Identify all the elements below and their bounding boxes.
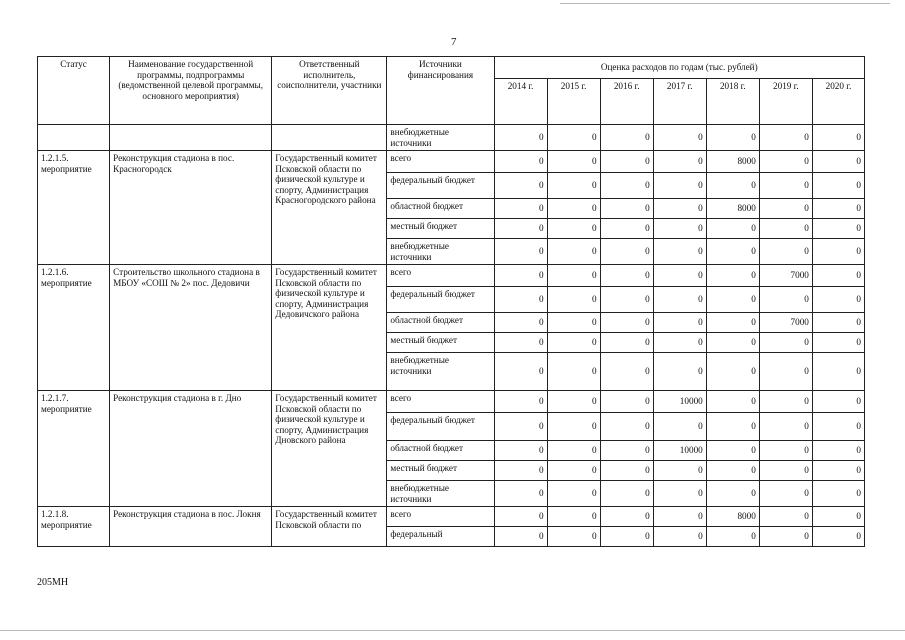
value-cell: 0 <box>600 313 653 333</box>
value-cell: 0 <box>706 173 759 199</box>
value-cell: 0 <box>706 219 759 239</box>
footer-code: 205МН <box>37 577 69 588</box>
value-cell: 0 <box>494 219 547 239</box>
value-cell: 0 <box>547 219 600 239</box>
value-cell: 0 <box>600 461 653 481</box>
value-cell: 7000 <box>759 313 812 333</box>
groups-body <box>38 151 865 547</box>
value-cell: 0 <box>759 239 812 265</box>
value-cell: 0 <box>706 287 759 313</box>
value-cell: 0 <box>706 481 759 507</box>
value-cell: 0 <box>494 527 547 547</box>
header-year: 2020 г. <box>812 79 864 125</box>
source-cell: внебюджетные источники <box>387 125 494 151</box>
executor-cell: Государственный комитет Псковской области по <box>272 507 387 547</box>
value-cell: 0 <box>812 219 864 239</box>
value-cell: 0 <box>547 287 600 313</box>
source-cell: всего <box>387 151 494 173</box>
value-cell: 0 <box>494 391 547 413</box>
value-cell: 0 <box>706 125 759 151</box>
source-cell: всего <box>387 391 494 413</box>
value-cell: 0 <box>812 125 864 151</box>
source-cell: всего <box>387 507 494 527</box>
status-cell: 1.2.1.6. мероприятие <box>38 265 110 391</box>
value-cell: 0 <box>653 527 706 547</box>
table-row <box>38 507 865 527</box>
scan-artifact-top <box>560 3 890 4</box>
empty-cell <box>110 125 272 151</box>
value-cell: 0 <box>759 199 812 219</box>
value-cell: 10000 <box>653 391 706 413</box>
value-cell: 0 <box>653 125 706 151</box>
value-cell: 0 <box>706 265 759 287</box>
value-cell: 0 <box>812 527 864 547</box>
header-year: 2015 г. <box>547 79 600 125</box>
page-number: 7 <box>451 36 457 48</box>
value-cell: 0 <box>812 199 864 219</box>
value-cell: 0 <box>706 313 759 333</box>
value-cell: 0 <box>494 199 547 219</box>
value-cell: 0 <box>706 353 759 391</box>
value-cell: 0 <box>759 481 812 507</box>
header-estimate: Оценка расходов по годам (тыс. рублей) <box>494 57 864 79</box>
value-cell: 0 <box>494 313 547 333</box>
value-cell: 0 <box>653 413 706 441</box>
value-cell: 0 <box>600 441 653 461</box>
value-cell: 0 <box>494 173 547 199</box>
value-cell: 0 <box>600 265 653 287</box>
header-status: Статус <box>38 57 110 125</box>
value-cell: 0 <box>600 353 653 391</box>
value-cell: 0 <box>547 481 600 507</box>
value-cell: 0 <box>812 151 864 173</box>
value-cell: 0 <box>600 219 653 239</box>
value-cell: 0 <box>600 287 653 313</box>
value-cell: 0 <box>494 481 547 507</box>
value-cell: 0 <box>653 265 706 287</box>
value-cell: 0 <box>547 313 600 333</box>
table-row <box>38 391 865 413</box>
value-cell: 0 <box>494 353 547 391</box>
header-sources: Источники финансирования <box>387 57 494 125</box>
value-cell: 0 <box>759 219 812 239</box>
value-cell: 0 <box>706 391 759 413</box>
value-cell: 0 <box>706 527 759 547</box>
expenditure-table <box>37 56 865 547</box>
value-cell: 0 <box>547 125 600 151</box>
value-cell: 8000 <box>706 507 759 527</box>
value-cell: 0 <box>653 507 706 527</box>
value-cell: 0 <box>706 461 759 481</box>
value-cell: 0 <box>653 199 706 219</box>
empty-cell <box>38 125 110 151</box>
source-cell: местный бюджет <box>387 219 494 239</box>
status-cell: 1.2.1.5. мероприятие <box>38 151 110 265</box>
value-cell: 0 <box>600 151 653 173</box>
source-cell: областной бюджет <box>387 313 494 333</box>
header-year: 2017 г. <box>653 79 706 125</box>
value-cell: 0 <box>812 413 864 441</box>
source-cell: федеральный бюджет <box>387 173 494 199</box>
value-cell: 0 <box>600 391 653 413</box>
value-cell: 0 <box>812 461 864 481</box>
value-cell: 0 <box>494 333 547 353</box>
executor-cell: Государственный комитет Псковской области по физической культуре и спорту, Администрация Красногородского района <box>272 151 387 265</box>
value-cell: 0 <box>812 313 864 333</box>
value-cell: 0 <box>653 461 706 481</box>
value-cell: 0 <box>547 239 600 265</box>
value-cell: 0 <box>759 125 812 151</box>
value-cell: 0 <box>547 199 600 219</box>
header-year: 2019 г. <box>759 79 812 125</box>
source-cell: федеральный бюджет <box>387 287 494 313</box>
executor-cell: Государственный комитет Псковской области по физической культуре и спорту, Администрация Дновского района <box>272 391 387 507</box>
value-cell: 0 <box>759 287 812 313</box>
value-cell: 0 <box>547 441 600 461</box>
value-cell: 0 <box>547 461 600 481</box>
source-cell: внебюджетные источники <box>387 239 494 265</box>
source-cell: областной бюджет <box>387 441 494 461</box>
value-cell: 8000 <box>706 151 759 173</box>
value-cell: 0 <box>494 287 547 313</box>
source-cell: внебюджетные источники <box>387 481 494 507</box>
value-cell: 0 <box>759 173 812 199</box>
header-year: 2014 г. <box>494 79 547 125</box>
value-cell: 0 <box>600 239 653 265</box>
name-cell: Реконструкция стадиона в пос. Красногородск <box>110 151 272 265</box>
value-cell: 0 <box>494 125 547 151</box>
value-cell: 8000 <box>706 199 759 219</box>
value-cell: 0 <box>600 125 653 151</box>
value-cell: 0 <box>706 441 759 461</box>
source-cell: местный бюджет <box>387 461 494 481</box>
value-cell: 0 <box>494 151 547 173</box>
value-cell: 0 <box>653 219 706 239</box>
value-cell: 0 <box>547 391 600 413</box>
value-cell: 0 <box>706 413 759 441</box>
header-executor: Ответственный исполнитель, соисполнители, участники <box>272 57 387 125</box>
value-cell: 0 <box>759 507 812 527</box>
value-cell: 0 <box>653 151 706 173</box>
value-cell: 7000 <box>759 265 812 287</box>
value-cell: 0 <box>547 507 600 527</box>
value-cell: 0 <box>759 353 812 391</box>
value-cell: 0 <box>547 333 600 353</box>
name-cell: Строительство школьного стадиона в МБОУ «СОШ № 2» пос. Дедовичи <box>110 265 272 391</box>
value-cell: 0 <box>547 265 600 287</box>
value-cell: 0 <box>494 507 547 527</box>
table-row <box>38 265 865 287</box>
value-cell: 0 <box>653 313 706 333</box>
value-cell: 0 <box>600 507 653 527</box>
source-cell: областной бюджет <box>387 199 494 219</box>
status-cell: 1.2.1.8. мероприятие <box>38 507 110 547</box>
value-cell: 0 <box>706 239 759 265</box>
value-cell: 0 <box>812 239 864 265</box>
value-cell: 0 <box>494 461 547 481</box>
value-cell: 0 <box>759 151 812 173</box>
value-cell: 0 <box>759 333 812 353</box>
executor-cell: Государственный комитет Псковской области по физической культуре и спорту, Администрация Дедовичского района <box>272 265 387 391</box>
value-cell: 0 <box>653 481 706 507</box>
value-cell: 0 <box>812 391 864 413</box>
value-cell: 0 <box>759 441 812 461</box>
value-cell: 0 <box>759 391 812 413</box>
value-cell: 0 <box>812 265 864 287</box>
header-year: 2016 г. <box>600 79 653 125</box>
table-row-continuation <box>38 125 865 151</box>
value-cell: 0 <box>653 333 706 353</box>
value-cell: 0 <box>759 413 812 441</box>
value-cell: 0 <box>600 481 653 507</box>
value-cell: 0 <box>812 441 864 461</box>
value-cell: 0 <box>600 199 653 219</box>
value-cell: 0 <box>812 173 864 199</box>
value-cell: 0 <box>759 527 812 547</box>
value-cell: 0 <box>494 413 547 441</box>
source-cell: федеральный бюджет <box>387 413 494 441</box>
value-cell: 0 <box>812 287 864 313</box>
header-row-1 <box>38 57 865 79</box>
value-cell: 0 <box>600 173 653 199</box>
scan-artifact-bottom <box>0 630 905 631</box>
value-cell: 0 <box>547 151 600 173</box>
source-cell: всего <box>387 265 494 287</box>
value-cell: 0 <box>494 265 547 287</box>
value-cell: 0 <box>600 413 653 441</box>
value-cell: 0 <box>812 353 864 391</box>
value-cell: 0 <box>812 333 864 353</box>
value-cell: 0 <box>600 333 653 353</box>
name-cell: Реконструкция стадиона в пос. Локня <box>110 507 272 547</box>
value-cell: 0 <box>653 353 706 391</box>
value-cell: 0 <box>494 441 547 461</box>
value-cell: 0 <box>547 413 600 441</box>
name-cell: Реконструкция стадиона в г. Дно <box>110 391 272 507</box>
value-cell: 0 <box>653 173 706 199</box>
value-cell: 0 <box>547 173 600 199</box>
value-cell: 0 <box>759 461 812 481</box>
status-cell: 1.2.1.7. мероприятие <box>38 391 110 507</box>
value-cell: 0 <box>812 481 864 507</box>
table-row <box>38 151 865 173</box>
value-cell: 0 <box>653 239 706 265</box>
header-year: 2018 г. <box>706 79 759 125</box>
value-cell: 0 <box>494 239 547 265</box>
value-cell: 10000 <box>653 441 706 461</box>
value-cell: 0 <box>706 333 759 353</box>
header-name: Наименование государственной программы, подпрограммы (ведомственной целевой программы, основного мероприятия) <box>110 57 272 125</box>
value-cell: 0 <box>653 287 706 313</box>
value-cell: 0 <box>812 507 864 527</box>
empty-cell <box>272 125 387 151</box>
value-cell: 0 <box>547 527 600 547</box>
source-cell: федеральный <box>387 527 494 547</box>
source-cell: внебюджетные источники <box>387 353 494 391</box>
value-cell: 0 <box>547 353 600 391</box>
value-cell: 0 <box>600 527 653 547</box>
source-cell: местный бюджет <box>387 333 494 353</box>
